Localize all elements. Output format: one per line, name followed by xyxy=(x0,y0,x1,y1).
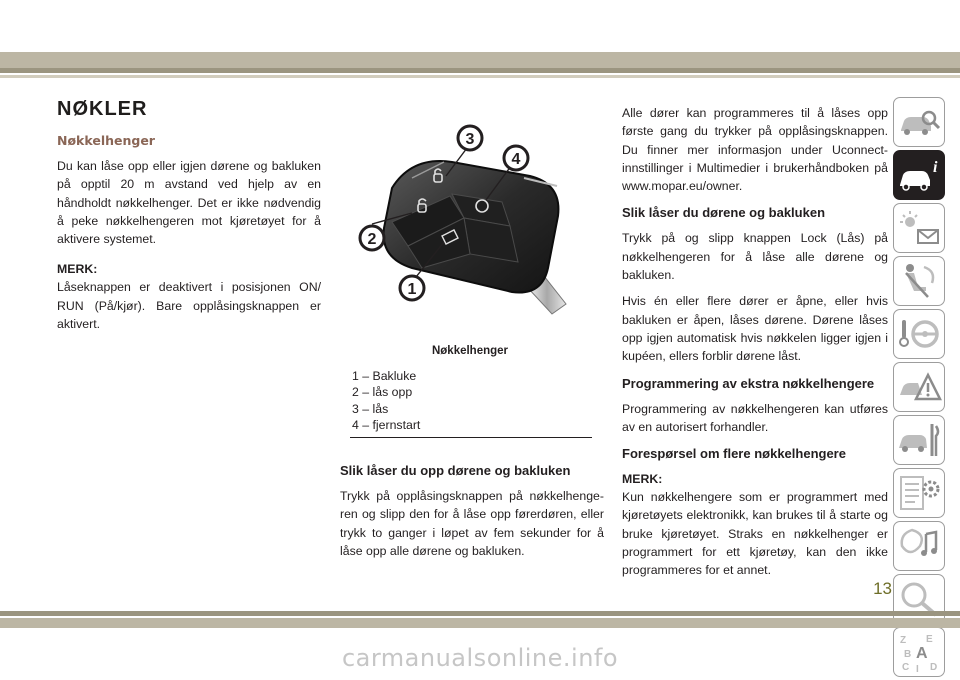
callout-2: 2 xyxy=(367,231,377,248)
key-fob-illustration xyxy=(352,118,584,328)
note-text-right: Kun nøkkelhengere som er programmert med kjøretøyets elektronikk, kan brukes til å starte og bruke kjøretøyet. Straks en nøkkelhenger er programmert for ett kjøretøy, kan den ikke programmeres for et annet. xyxy=(622,490,888,578)
tab-car-service[interactable] xyxy=(893,415,945,465)
callout-3: 3 xyxy=(465,131,475,148)
footer-band xyxy=(0,618,960,628)
legend-item: 3 – lås xyxy=(352,401,389,416)
index-letter: A xyxy=(916,645,928,662)
index-letter: B xyxy=(904,649,912,660)
footer-band-dark xyxy=(0,611,960,616)
legend-divider xyxy=(350,437,592,438)
index-letter: Z xyxy=(900,635,907,646)
steering-wheel-icon xyxy=(896,312,942,356)
index-letter: E xyxy=(926,634,933,645)
header-band xyxy=(0,52,960,68)
legend-item: 4 – fjernstart xyxy=(352,417,421,432)
unlock-section xyxy=(340,463,604,568)
key-fob-paragraph: Du kan låse opp eller igjen dørene og bakluken på opptil 20 m avstand ved hjelp av en håndholdt nøkkelhenger. Det er ikke nødvendig å peke nøkkelhengeren mot kjøretøyet for å aktivere systemet. xyxy=(57,159,321,247)
car-magnifier-icon xyxy=(896,100,942,144)
tab-specifications[interactable] xyxy=(893,468,945,518)
chapter-tabs xyxy=(893,97,945,680)
doors-open-paragraph: Hvis én eller flere dører er åpne, eller hvis bakluken er åpen, låses dørene. Dørene låses opp igjen automatisk hvis nøkkelen ligger igjen i kupéen, ellers forblir dørene låst. xyxy=(622,294,888,364)
section-heading-request: Forespørsel om flere nøkkelhengere xyxy=(622,446,846,462)
lock-paragraph: Trykk på og slipp knappen Lock (Lås) på nøkkelhengeren for å låse alle dørene og bakluken. xyxy=(622,231,888,283)
callout-4: 4 xyxy=(511,151,521,168)
tab-multimedia[interactable] xyxy=(893,521,945,571)
note-text: Låseknappen er deaktivert i posisjonen ON/ RUN (På/kjør). Bare opplåsingsknappen er aktivert. xyxy=(57,280,321,332)
roadside-warning-icon xyxy=(896,365,942,409)
car-service-icon xyxy=(896,418,942,462)
airbag-safety-icon xyxy=(896,259,942,303)
extra-fob-paragraph: Programmering av nøkkelhengeren kan utføres av en autorisert forhandler. xyxy=(622,401,888,434)
tab-search-index[interactable] xyxy=(893,574,945,624)
tab-airbag-safety[interactable] xyxy=(893,256,945,306)
page-title: NØKLER xyxy=(57,98,148,120)
specifications-icon xyxy=(896,471,942,515)
tab-car-magnifier[interactable] xyxy=(893,97,945,147)
svg-text:i: i xyxy=(933,159,938,176)
header-band-dark xyxy=(0,68,960,73)
note-label-right: MERK: xyxy=(622,472,663,487)
section-heading-lock: Slik låser du dørene og bakluken xyxy=(622,205,826,221)
unlock-paragraph: Trykk på opplåsingsknappen på nøkkelhengeren og slipp den for å låse opp førerdøren, eller trykk to ganger i løpet av fem sekunder for å låse opp alle dørene og bakluken. xyxy=(340,489,604,558)
page-number: 13 xyxy=(873,579,892,598)
section-heading-unlock: Slik låser du opp dørene og bakluken xyxy=(340,463,571,478)
tab-steering-wheel[interactable] xyxy=(893,309,945,359)
legend-item: 2 – lås opp xyxy=(352,385,413,400)
tab-warning-lights[interactable] xyxy=(893,203,945,253)
figure-legend xyxy=(352,368,592,433)
callout-1: 1 xyxy=(407,281,417,298)
warning-lights-icon xyxy=(896,206,942,250)
multimedia-icon xyxy=(896,524,942,568)
watermark: carmanualsonline.info xyxy=(341,644,619,672)
tab-roadside-warning[interactable] xyxy=(893,362,945,412)
index-letter: C xyxy=(902,662,910,673)
note-label: MERK: xyxy=(57,262,98,277)
column-left xyxy=(57,98,321,341)
index-letter: I xyxy=(916,664,919,674)
car-info-icon xyxy=(896,153,942,197)
section-heading-programming: Programmering av ekstra nøkkelhengere xyxy=(622,375,875,391)
programming-paragraph: Alle dører kan programmeres til å låses opp første gang du trykker på opplåsingsknappen. Du finner mer informasjon under Uconnect-innstillinger i Multimedier i brukerhåndboken på www.mopar.eu/owner. xyxy=(622,106,888,194)
legend-item: 1 – Bakluke xyxy=(352,369,417,383)
column-right xyxy=(622,104,888,588)
tab-car-info[interactable] xyxy=(893,150,945,200)
header-band-light xyxy=(0,75,960,78)
section-heading-key-fob: Nøkkelhenger xyxy=(57,133,155,148)
index-letter: D xyxy=(930,662,938,673)
figure-caption: Nøkkelhenger xyxy=(431,345,509,357)
